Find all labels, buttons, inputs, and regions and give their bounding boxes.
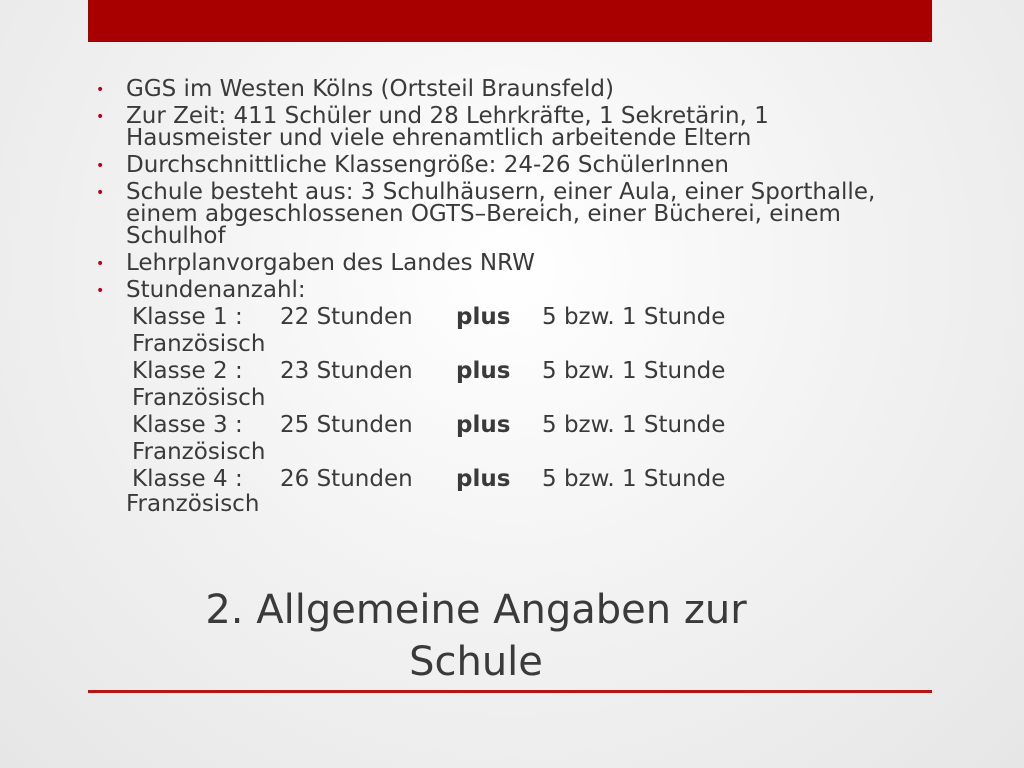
grade-hours: 22 Stunden [280,304,413,330]
bullet-dot-icon: • [96,256,105,272]
grade-subject: Französisch [132,439,266,465]
slide-title [96,584,856,688]
bullet-text: GGS im Westen Kölns (Ortsteil Braunsfeld) [126,76,614,102]
slide-content [96,76,896,515]
bullet-text: Zur Zeit: 411 Schüler und 28 Lehrkräfte, 1 Sekretärin, 1 Hausmeister und viele ehrenamtlich arbeitende Eltern [126,103,769,151]
grade-hours: 25 Stunden [280,412,413,438]
grade-subject: Französisch [132,331,266,357]
bullet-buildings [96,179,896,250]
bullet-dot-icon: • [96,185,105,201]
grade-class: Klasse 3 : [132,412,243,438]
grade-extra: 5 bzw. 1 Stunde [542,466,726,492]
grade-subject: Französisch [126,491,260,517]
grade-subject: Französisch [132,385,266,411]
bullet-text: Durchschnittliche Klassengröße: 24-26 SchülerInnen [126,152,729,178]
grade-extra: 5 bzw. 1 Stunde [542,304,726,330]
bullet-location [96,76,896,103]
grade-class: Klasse 4 : [132,466,243,492]
bullet-hours [96,277,896,304]
grade-plus: plus [456,466,511,492]
grade-hours-list [126,304,896,517]
bullet-text: Stundenanzahl: [126,277,306,303]
bullet-text: Lehrplanvorgaben des Landes NRW [126,250,535,276]
slide-title-line-2: Schule [409,639,543,685]
grade-plus: plus [456,412,511,438]
bullet-dot-icon: • [96,82,105,98]
bottom-accent-line [88,690,932,693]
grade-hours: 26 Stunden [280,466,413,492]
bullet-text: Schule besteht aus: 3 Schulhäusern, einer Aula, einer Sporthalle, einem abgeschlossenen OGTS–Bereich, einer Bücherei, einem Schulhof [126,179,876,249]
bullet-curriculum [96,250,896,277]
bullet-dot-icon: • [96,283,105,299]
grade-extra: 5 bzw. 1 Stunde [542,358,726,384]
grade-row-2 [132,358,896,385]
grade-row-1 [132,304,896,331]
bullet-staff [96,103,896,152]
grade-class: Klasse 1 : [132,304,243,330]
top-accent-bar [88,0,932,42]
grade-plus: plus [456,304,511,330]
bullet-list [96,76,896,304]
grade-class: Klasse 2 : [132,358,243,384]
grade-row-4 [132,466,896,493]
grade-extra: 5 bzw. 1 Stunde [542,412,726,438]
bullet-class-size [96,152,896,179]
grade-plus: plus [456,358,511,384]
slide-title-line-1: 2. Allgemeine Angaben zur [205,587,747,633]
grade-hours: 23 Stunden [280,358,413,384]
bullet-dot-icon: • [96,109,105,125]
bullet-dot-icon: • [96,158,105,174]
grade-row-3 [132,412,896,439]
